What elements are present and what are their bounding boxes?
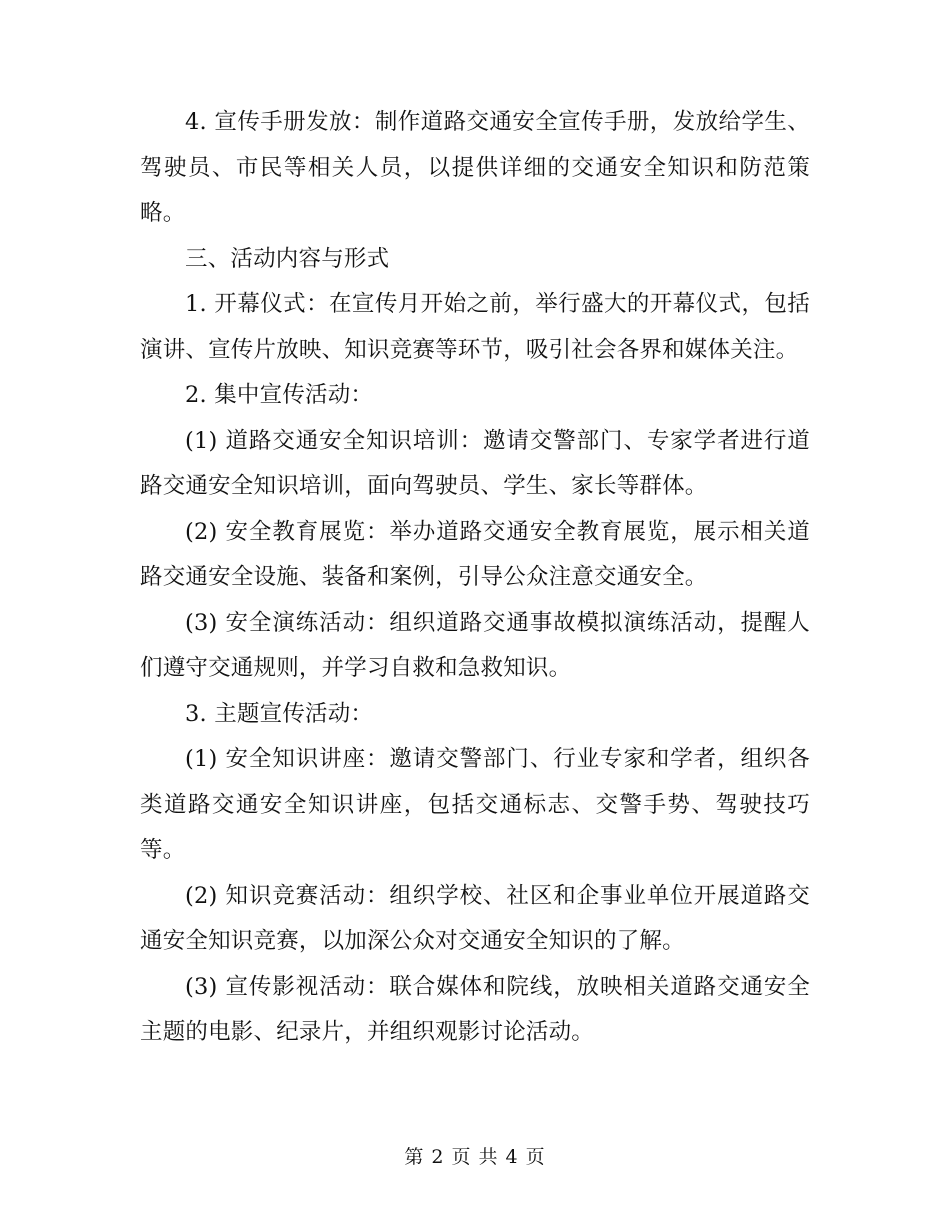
paragraph-film-activity: (3) 宣传影视活动：联合媒体和院线，放映相关道路交通安全主题的电影、纪录片，并组织观影讨论活动。 [140, 973, 810, 1045]
document-body [140, 100, 810, 1056]
paragraph-centralized-campaign-heading: 2. 集中宣传活动： [185, 382, 374, 408]
paragraph-safety-training: (1) 道路交通安全知识培训：邀请交警部门、专家学者进行道路交通安全知识培训，面向驾驶员、学生、家长等群体。 [140, 427, 810, 499]
paragraph-theme-campaign-heading: 3. 主题宣传活动： [185, 700, 374, 727]
paragraph-safety-lecture: (1) 安全知识讲座：邀请交警部门、行业专家和学者，组织各类道路交通安全知识讲座，包括交通标志、交警手势、驾驶技巧等。 [140, 746, 810, 863]
paragraph-opening-ceremony: 1. 开幕仪式：在宣传月开始之前，举行盛大的开幕仪式，包括演讲、宣传片放映、知识竞赛等环节，吸引社会各界和媒体关注。 [140, 291, 810, 363]
paragraph-safety-exhibition: (2) 安全教育展览：举办道路交通安全教育展览，展示相关道路交通安全设施、装备和案例，引导公众注意交通安全。 [140, 518, 810, 590]
section-heading-activity-content: 三、活动内容与形式 [185, 245, 390, 272]
paragraph-brochure-distribution: 4. 宣传手册发放：制作道路交通安全宣传手册，发放给学生、驾驶员、市民等相关人员，以提供详细的交通安全知识和防范策略。 [140, 109, 810, 226]
paragraph-safety-drill: (3) 安全演练活动：组织道路交通事故模拟演练活动，提醒人们遵守交通规则，并学习自救和急救知识。 [140, 609, 810, 681]
page-footer-number: 第 2 页 共 4 页 [404, 1146, 546, 1168]
paragraph-knowledge-contest: (2) 知识竞赛活动：组织学校、社区和企事业单位开展道路交通安全知识竞赛，以加深公众对交通安全知识的了解。 [140, 882, 810, 954]
